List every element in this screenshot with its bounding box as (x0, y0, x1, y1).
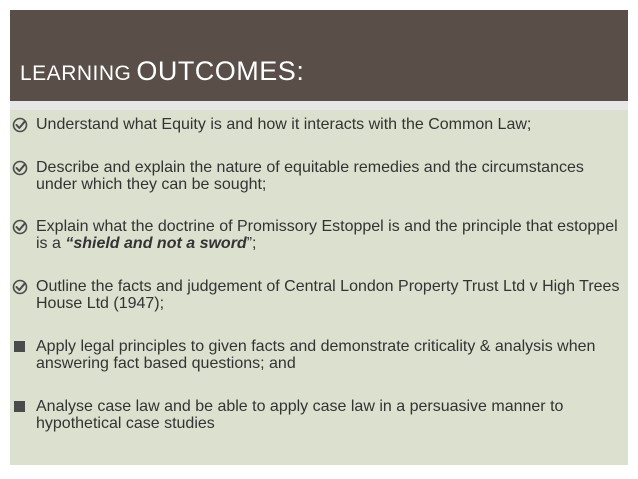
list-item (10, 159, 620, 193)
slide-title (20, 56, 304, 87)
list-item (10, 398, 620, 432)
list-item (10, 338, 620, 372)
title-word-outcomes: OUTCOMES: (136, 56, 305, 86)
title-word-learning: LEARNING (20, 62, 132, 85)
list-item (10, 218, 620, 252)
text-plain: Explain what the doctrine of Promissory Estoppel is and the principle that estoppel is a (36, 218, 618, 252)
square-bullet-icon (12, 339, 32, 355)
list-item-text: Outline the facts and judgement of Central London Property Trust Ltd v High Trees House Ltd (1947); (36, 278, 620, 312)
text-plain-end: ”; (246, 235, 257, 252)
circle-check-icon (12, 279, 32, 295)
circle-check-icon (12, 160, 32, 176)
title-bar (10, 10, 628, 101)
list-item-text: Apply legal principles to given facts and demonstrate criticality & analysis when answering fact based questions; and (36, 338, 596, 372)
list-item-text: Describe and explain the nature of equitable remedies and the circumstances under which they can be sought; (36, 159, 584, 193)
list-item (10, 116, 620, 133)
content-area (10, 110, 628, 465)
list-item-text (36, 218, 620, 252)
square-bullet-icon (12, 399, 32, 415)
list-item (10, 278, 620, 312)
divider-band (10, 101, 628, 110)
circle-check-icon (12, 219, 32, 235)
circle-check-icon (12, 117, 32, 133)
list-item-text: Analyse case law and be able to apply case law in a persuasive manner to hypothetical case studies (36, 398, 564, 432)
text-emphasis: “shield and not a sword (65, 235, 247, 252)
list-item-text: Understand what Equity is and how it interacts with the Common Law; (36, 116, 532, 133)
